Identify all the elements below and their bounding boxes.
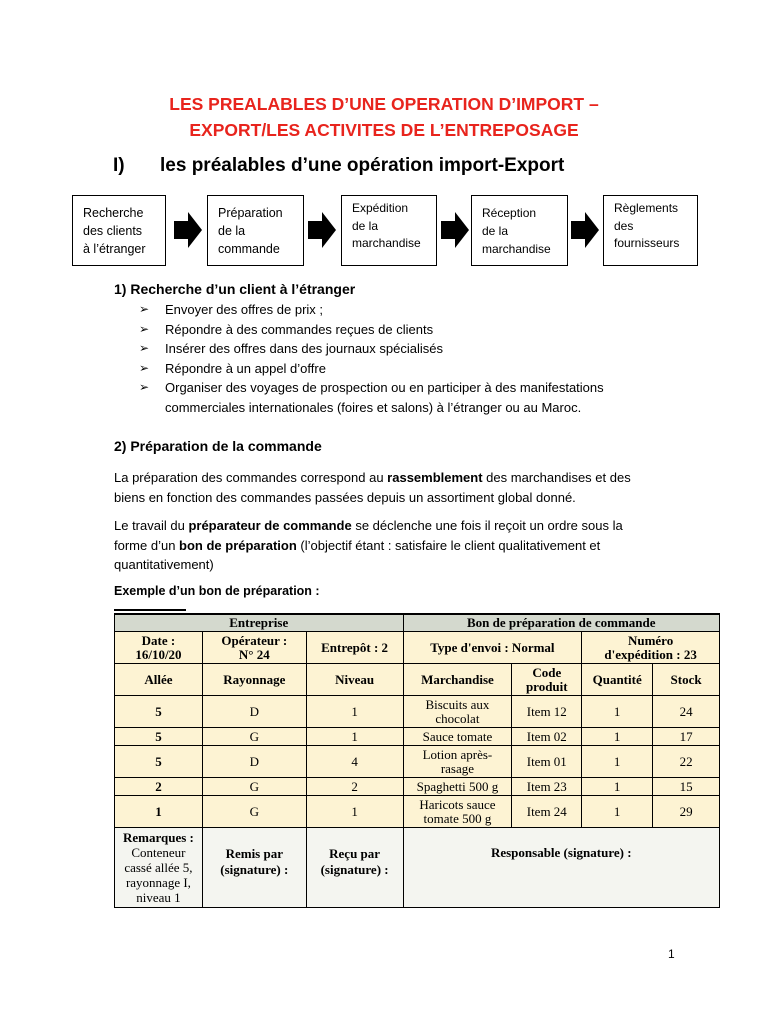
column-header-text: Rayonnage xyxy=(223,671,286,687)
flow-step-line: commande xyxy=(218,241,280,256)
text-run: des marchandises et des xyxy=(482,470,631,485)
table-info-row xyxy=(115,632,720,664)
code-cell: Item 01 xyxy=(512,746,582,778)
quantite-cell: 1 xyxy=(582,696,653,728)
date-value: 16/10/20 xyxy=(135,646,182,662)
text-run: se déclenche une fois il reçoit un ordre sous la xyxy=(351,518,623,533)
table-row xyxy=(115,696,720,728)
list-item-text: Envoyer des offres de prix ; xyxy=(165,302,324,317)
column-header-text: Stock xyxy=(670,671,702,687)
bon-title-header: Bon de préparation de commande xyxy=(403,614,719,632)
arrow-bullet-icon: ➢ xyxy=(139,380,150,394)
column-header xyxy=(115,664,203,696)
flow-step-line: Préparation xyxy=(218,205,283,220)
column-header xyxy=(653,664,720,696)
flow-step-line: de la xyxy=(218,223,246,238)
paragraph-preparation-definition xyxy=(114,468,714,507)
arrow-bullet-icon: ➢ xyxy=(139,302,150,316)
cell-text: 1 xyxy=(155,803,162,819)
remarques-label: Remarques : xyxy=(123,830,194,845)
flow-arrow-icon xyxy=(571,212,599,248)
operateur-cell xyxy=(202,632,306,664)
table-header-row xyxy=(115,614,720,632)
marchandise-cell xyxy=(403,696,512,728)
list-item-text: commerciales internationales (foires et salons) à l’étranger ou au Maroc. xyxy=(165,399,582,415)
rayonnage-cell: D xyxy=(202,696,306,728)
type-envoi-value: Type d'envoi : Normal xyxy=(430,639,555,655)
column-header-text: Niveau xyxy=(335,671,375,687)
flow-step-reglements xyxy=(603,195,698,266)
niveau-cell: 4 xyxy=(306,746,403,778)
list-item-continuation xyxy=(139,398,699,418)
document-title-line-1: LES PREALABLES D’UNE OPERATION D’IMPORT – xyxy=(169,94,599,114)
rayonnage-cell: G xyxy=(202,796,306,828)
remis-par-cell xyxy=(202,828,306,908)
flow-arrow-icon xyxy=(441,212,469,248)
rayonnage-cell: G xyxy=(202,778,306,796)
allee-cell xyxy=(115,796,203,828)
text-run: La préparation des commandes correspond au xyxy=(114,470,388,485)
niveau-cell: 1 xyxy=(306,728,403,746)
allee-cell xyxy=(115,746,203,778)
flow-step-reception xyxy=(471,195,568,266)
recu-label: (signature) : xyxy=(320,862,389,877)
allee-cell xyxy=(115,696,203,728)
table-row xyxy=(115,728,720,746)
text-run: forme d’un xyxy=(114,537,180,553)
flow-step-line: de la xyxy=(482,223,509,238)
flow-step-line: des clients xyxy=(83,223,143,238)
list-item-text: Insérer des offres dans des journaux spécialisés xyxy=(165,341,443,356)
flow-step-line: Règlements xyxy=(614,201,679,215)
underline-rule xyxy=(114,609,186,611)
flow-step-expedition xyxy=(341,195,437,266)
rayonnage-cell: D xyxy=(202,746,306,778)
subsection-1-heading: 1) Recherche d’un client à l’étranger xyxy=(114,281,356,297)
cell-text: 5 xyxy=(155,703,162,719)
example-label: Exemple d’un bon de préparation : xyxy=(114,584,320,598)
rayonnage-cell: G xyxy=(202,728,306,746)
entrepot-cell xyxy=(306,632,403,664)
table-footer-row xyxy=(115,828,720,908)
niveau-cell: 2 xyxy=(306,778,403,796)
section-heading: les préalables d’une opération import-Export xyxy=(160,155,565,176)
list-item-text: Répondre à des commandes reçues de clients xyxy=(165,321,434,337)
numero-expedition-cell xyxy=(582,632,720,664)
stock-cell: 17 xyxy=(653,728,720,746)
cell-text: 5 xyxy=(155,728,162,744)
date-cell xyxy=(115,632,203,664)
column-header-text: Marchandise xyxy=(421,671,494,687)
list-item xyxy=(139,300,699,320)
numero-value: d'expédition : 23 xyxy=(604,646,697,662)
page-number: 1 xyxy=(668,947,675,961)
arrow-bullet-icon: ➢ xyxy=(139,341,150,355)
responsable-cell xyxy=(403,828,719,908)
quantite-cell: 1 xyxy=(582,778,653,796)
flow-step-line: Expédition xyxy=(352,201,409,215)
stock-cell: 22 xyxy=(653,746,720,778)
text-bold: bon de préparation xyxy=(179,537,297,553)
cell-text: Biscuits aux xyxy=(425,696,490,712)
cell-text: Lotion après- xyxy=(422,746,493,762)
table-row xyxy=(115,778,720,796)
flow-arrow-icon xyxy=(308,212,336,248)
table-row xyxy=(115,796,720,828)
remis-label: (signature) : xyxy=(220,862,289,877)
table-row xyxy=(115,746,720,778)
flow-step-recherche xyxy=(72,195,166,266)
cell-text: 2 xyxy=(155,778,162,794)
remis-label: Remis par xyxy=(225,846,283,861)
cell-text: tomate 500 g xyxy=(423,810,492,826)
niveau-cell: 1 xyxy=(306,696,403,728)
column-header-text: Allée xyxy=(144,671,173,687)
quantite-cell: 1 xyxy=(582,796,653,828)
stock-cell: 15 xyxy=(653,778,720,796)
text-line: quantitativement) xyxy=(114,557,214,572)
column-header-text: produit xyxy=(525,678,568,694)
column-header xyxy=(403,664,512,696)
quantite-cell: 1 xyxy=(582,728,653,746)
code-cell: Item 02 xyxy=(512,728,582,746)
stock-cell: 29 xyxy=(653,796,720,828)
date-label: Date : xyxy=(141,632,176,648)
allee-cell xyxy=(115,778,203,796)
text-line: biens en fonction des commandes passées depuis un assortiment global donné. xyxy=(114,489,576,505)
responsable-label: Responsable (signature) : xyxy=(490,845,632,860)
list-item xyxy=(139,378,699,398)
column-header xyxy=(306,664,403,696)
bon-de-preparation-table xyxy=(114,613,720,908)
marchandise-cell: Spaghetti 500 g xyxy=(403,778,512,796)
text-run: (l’objectif étant : satisfaire le client qualitativement et xyxy=(296,537,601,553)
code-cell: Item 12 xyxy=(512,696,582,728)
quantite-cell: 1 xyxy=(582,746,653,778)
operateur-label: Opérateur : xyxy=(221,632,288,648)
flow-step-line: des xyxy=(614,218,634,233)
cell-text: 5 xyxy=(155,753,162,769)
cell-text: rasage xyxy=(440,760,475,776)
column-header xyxy=(582,664,653,696)
remarques-text: cassé allée 5, xyxy=(124,860,193,875)
flow-step-line: fournisseurs xyxy=(614,236,680,250)
type-envoi-cell xyxy=(403,632,582,664)
numero-label: Numéro xyxy=(627,632,674,648)
text-bold: rassemblement xyxy=(387,470,483,485)
cell-text: Haricots sauce xyxy=(419,796,496,812)
list-item xyxy=(139,339,699,359)
flow-step-preparation xyxy=(207,195,304,266)
marchandise-cell: Sauce tomate xyxy=(403,728,512,746)
text-run: Le travail du xyxy=(114,518,189,533)
table-column-header-row xyxy=(115,664,720,696)
subsection-2-heading: 2) Préparation de la commande xyxy=(114,438,322,454)
niveau-cell: 1 xyxy=(306,796,403,828)
code-cell: Item 24 xyxy=(512,796,582,828)
column-header xyxy=(202,664,306,696)
column-header xyxy=(512,664,582,696)
allee-cell xyxy=(115,728,203,746)
cell-text: chocolat xyxy=(435,710,480,726)
marchandise-cell xyxy=(403,796,512,828)
remarques-text: Conteneur xyxy=(131,845,186,860)
entreprise-header: Entreprise xyxy=(115,614,404,632)
paragraph-preparateur xyxy=(114,516,714,575)
operateur-value: N° 24 xyxy=(238,646,270,662)
remarques-text: niveau 1 xyxy=(136,890,181,905)
code-cell: Item 23 xyxy=(512,778,582,796)
column-header-text: Code xyxy=(532,664,562,680)
flow-step-line: à l’étranger xyxy=(83,241,146,256)
flow-arrow-icon xyxy=(174,212,202,248)
recu-label: Reçu par xyxy=(329,846,381,861)
remarques-cell xyxy=(115,828,203,908)
flow-step-line: marchandise xyxy=(352,236,421,250)
remarques-text: rayonnage I, xyxy=(125,875,191,890)
list-item-text: Organiser des voyages de prospection ou en participer à des manifestations xyxy=(165,380,604,395)
recu-par-cell xyxy=(306,828,403,908)
document-title-line-2: EXPORT/LES ACTIVITES DE L’ENTREPOSAGE xyxy=(189,120,579,140)
flow-step-line: Réception xyxy=(482,205,537,220)
list-item xyxy=(139,359,699,379)
flow-step-line: Recherche xyxy=(83,205,144,220)
entrepot-value: Entrepôt : 2 xyxy=(321,639,389,655)
list-item-text: Répondre à un appel d’offre xyxy=(165,360,326,376)
section-number: I) xyxy=(113,155,125,176)
flow-step-line: de la xyxy=(352,218,379,233)
flow-step-line: marchandise xyxy=(482,241,551,256)
subsection-1-bullet-list xyxy=(139,300,699,417)
marchandise-cell xyxy=(403,746,512,778)
stock-cell: 24 xyxy=(653,696,720,728)
text-bold: préparateur de commande xyxy=(188,518,352,533)
arrow-bullet-icon: ➢ xyxy=(139,360,150,375)
arrow-bullet-icon: ➢ xyxy=(139,321,150,336)
list-item xyxy=(139,320,699,340)
column-header-text: Quantité xyxy=(592,671,642,687)
